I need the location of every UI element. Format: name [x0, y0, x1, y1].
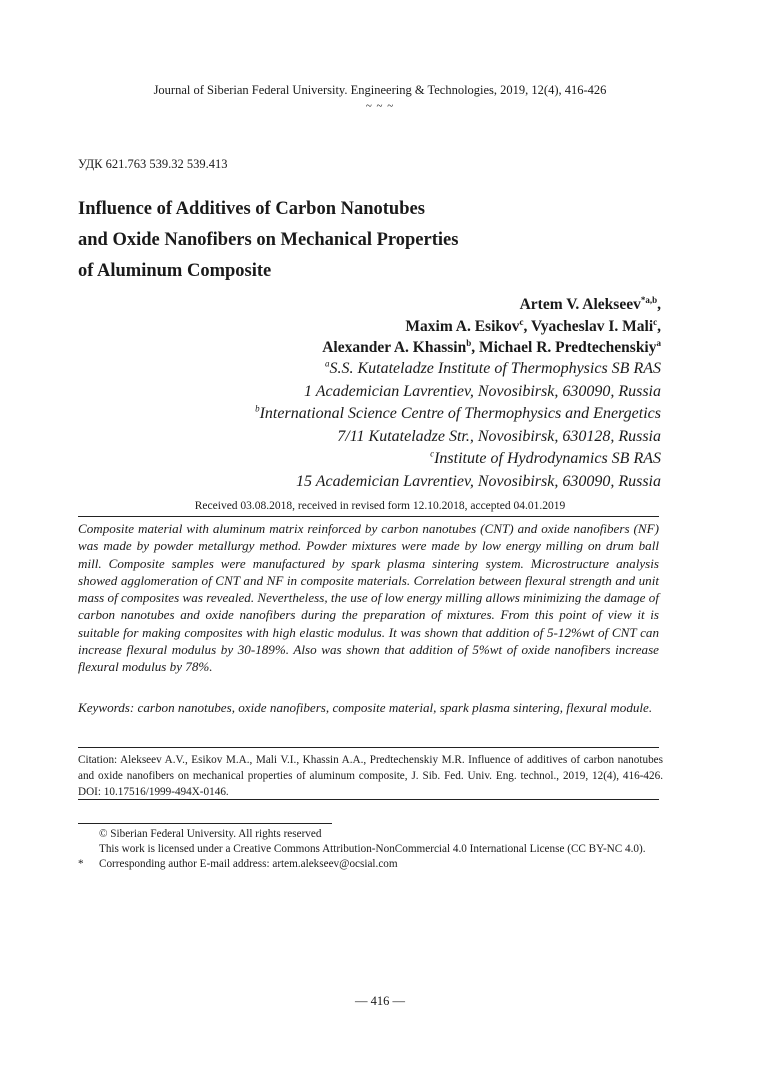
author-list — [322, 294, 661, 359]
affiliation-name: $^b$International Science Centre of Thermophysics and Energetics — [255, 403, 661, 422]
abstract-top-rule — [78, 516, 659, 517]
abstract-text: Composite material with aluminum matrix reinforced by carbon nanotubes (CNT) and oxide nanofibers (NF) was made by powder metallurgy method. Powder mixtures were made by low energy milling on drum ball mill. Composite samples were manufactured by spark plasma sintering system. Microstructure analysis showed agglomeration of CNT and NF in composite materials. Correlation between flexural strength and unit mass of composites was revealed. Nevertheless, the use of low energy milling allows minimizing the damage of carbon nanotubes and oxide nanofibers during the preparation of mixtures. From this point of view it is suitable for making composites with high elastic modulus. It was shown that addition of 5-12%wt of CNT can increase flexural modulus by 30-189%. Also was shown that addition of 5%wt of oxide nanofibers increase flexural modulus by 78%. — [78, 521, 659, 675]
header-separator: ~ ~ ~ — [365, 100, 395, 112]
author-superscript: c — [519, 316, 524, 327]
author-separator: , — [657, 296, 661, 313]
author-line-2 — [322, 316, 661, 338]
author-separator: , — [657, 317, 661, 335]
citation-text: Citation: Alekseev A.V., Esikov M.A., Mali V.I., Khassin A.A., Predtechenskiy M.R. Influence of additives of carbon nanotubes and oxide nanofibers on mechanical properties of aluminum composite, J. Sib. Fed. Univ. Eng. technol., 2019, 12(4), 416-426. DOI: 10.17516/1999-494X-0146. — [78, 754, 663, 798]
affiliation-name: $^a$S.S. Kutateladze Institute of Thermophysics SB RAS — [324, 358, 661, 377]
author-line-3 — [322, 337, 661, 359]
udc-code: УДК 621.763 539.32 539.413 — [78, 157, 228, 171]
author-separator: , — [471, 339, 479, 356]
article-title — [78, 194, 678, 287]
keywords-text: Keywords: carbon nanotubes, oxide nanofibers, composite material, spark plasma sintering, flexural module. — [78, 700, 653, 715]
affiliation-list — [255, 358, 661, 493]
page-number: — 416 — — [355, 994, 405, 1008]
corresponding-author-note: * Corresponding author E-mail address: artem.alekseev@ocsial.com — [78, 857, 678, 873]
author-name: Michael R. Predtechenskiy — [478, 339, 657, 356]
affiliation-address: 15 Academician Lavrentiev, Novosibirsk, 630090, Russia — [296, 472, 661, 490]
affiliation-superscript: a — [324, 358, 330, 369]
author-name: Alexander A. Khassin — [322, 339, 467, 356]
received-dates: Received 03.08.2018, received in revised form 12.10.2018, accepted 04.01.2019 — [194, 500, 566, 512]
author-superscript: c — [653, 316, 658, 327]
author-superscript: *a,b — [640, 294, 658, 305]
citation-bottom-rule — [78, 799, 659, 800]
copyright-note: © Siberian Federal University. All rights reserved — [99, 828, 322, 840]
affiliation-address: 1 Academician Lavrentiev, Novosibirsk, 630090, Russia — [304, 382, 661, 400]
author-name: Artem V. Alekseev — [519, 296, 641, 313]
author-separator: , — [523, 317, 531, 335]
title-line-3: of Aluminum Composite — [78, 261, 272, 281]
footnote-rule — [78, 823, 332, 824]
affiliation-name: $^c$Institute of Hydrodynamics SB RAS — [430, 448, 661, 467]
license-note: This work is licensed under a Creative Commons Attribution-NonCommercial 4.0 International License (CC BY-NC 4.0). — [99, 843, 646, 855]
affiliation-superscript: c — [430, 448, 435, 459]
affiliation-superscript: b — [255, 403, 260, 414]
author-superscript: b — [466, 337, 472, 348]
citation-top-rule — [78, 747, 659, 748]
affiliation-address: 7/11 Kutateladze Str., Novosibirsk, 630128, Russia — [337, 427, 661, 445]
author-line-1 — [322, 294, 661, 316]
title-line-2: and Oxide Nanofibers on Mechanical Properties — [78, 230, 459, 250]
author-superscript: a — [656, 337, 661, 348]
author-name: Maxim A. Esikov — [405, 317, 520, 335]
title-line-1: Influence of Additives of Carbon Nanotubes — [78, 199, 425, 219]
author-name: Vyacheslav I. Mali — [530, 317, 654, 335]
journal-header: Journal of Siberian Federal University. Engineering & Technologies, 2019, 12(4), 416-426 — [153, 83, 607, 97]
footnote-asterisk: * — [78, 858, 84, 870]
